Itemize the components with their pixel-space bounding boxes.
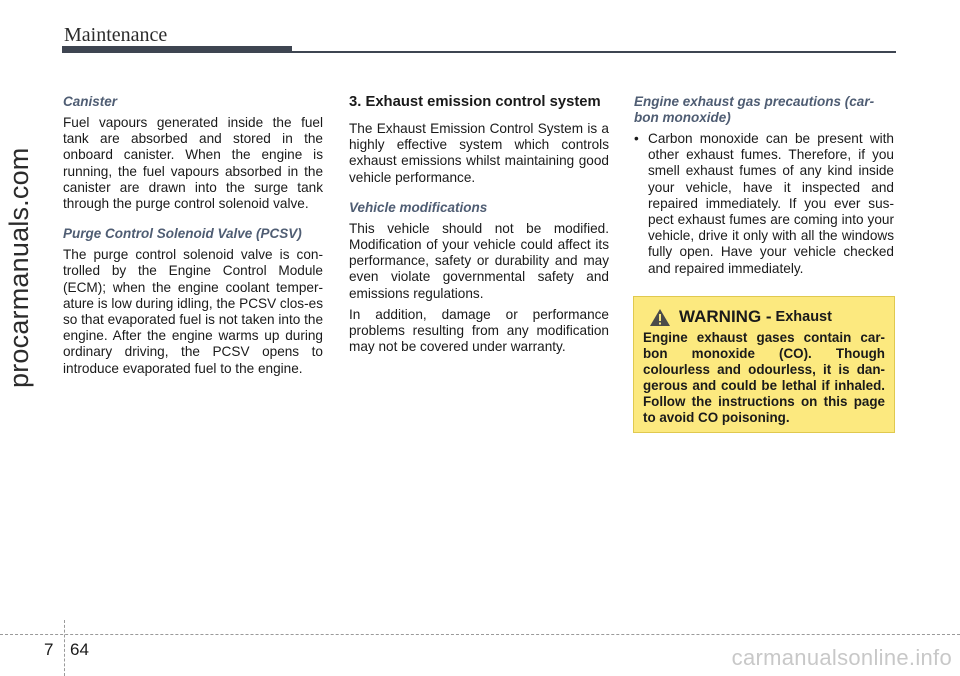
column-3 [634,94,894,277]
column-2 [349,94,609,360]
footer-separator [64,620,65,676]
bullet-icon: • [634,131,639,146]
modifications-paragraph-1: This vehicle should not be modified. Modification of your vehicle could affect its performance, safety or durability and may even violate governmental safety and emissions regulations. [349,220,609,301]
header-rule [62,51,896,53]
page-header-title: Maintenance [64,24,168,46]
precautions-list [634,131,894,277]
footer-divider [0,634,960,635]
warning-text: Engine exhaust gases contain car-bon monoxide (CO). Though colourless and odourless, it is dan-gerous and could be lethal if inhaled. Follow the instructions on this page to avoid CO poisoning. [643,330,885,425]
warning-header [643,307,885,327]
column-1 [63,94,323,382]
precautions-heading: Engine exhaust gas precautions (car-bon monoxide) [634,94,875,125]
warning-subject: Exhaust [775,309,832,325]
bullet-text: Carbon monoxide can be present with other exhaust fumes. Therefore, if you smell exhaust fumes of any kind inside your vehicle, have it inspected and repaired immediately. If you ever sus-pect exhaust fumes are coming into your vehicle, drive it only with all the windows fully open. Have your vehicle checked and repaired immediately. [648,131,894,276]
chapter-number: 7 [44,640,54,659]
canister-paragraph: Fuel vapours generated inside the fuel tank are absorbed and stored in the onboard canister. When the engine is running, the fuel vapours absorbed in the canister are drawn into the surge tank through the purge control solenoid valve. [63,115,323,212]
side-watermark: procarmanuals.com [4,147,34,388]
list-item [634,131,894,277]
intro-paragraph: The Exhaust Emission Control System is a highly effective system which controls exhaust emissions whilst maintaining good vehicle performance. [349,121,609,185]
warning-label: WARNING - [679,307,772,326]
warning-box [633,296,895,433]
canister-heading: Canister [63,94,118,109]
section-title: 3. Exhaust emission control system [349,94,601,110]
pcsv-heading: Purge Control Solenoid Valve (PCSV) [63,226,302,242]
page-number: 64 [70,640,89,659]
pcsv-paragraph: The purge control solenoid valve is con-trolled by the Engine Control Module (ECM); when the engine coolant temper-ature is low during idling, the PCSV clos-es so that evaporated fuel is not taken into the engine. After the engine warms up during ordinary driving, the PCSV opens to introduce evaporated fuel to the engine. [63,247,323,376]
footer-watermark: carmanualsonline.info [731,645,952,670]
modifications-heading: Vehicle modifications [349,199,488,215]
warning-triangle-icon [649,308,671,327]
modifications-paragraph-2: In addition, damage or performance problems resulting from any modification may not be covered under warranty. [349,306,609,355]
